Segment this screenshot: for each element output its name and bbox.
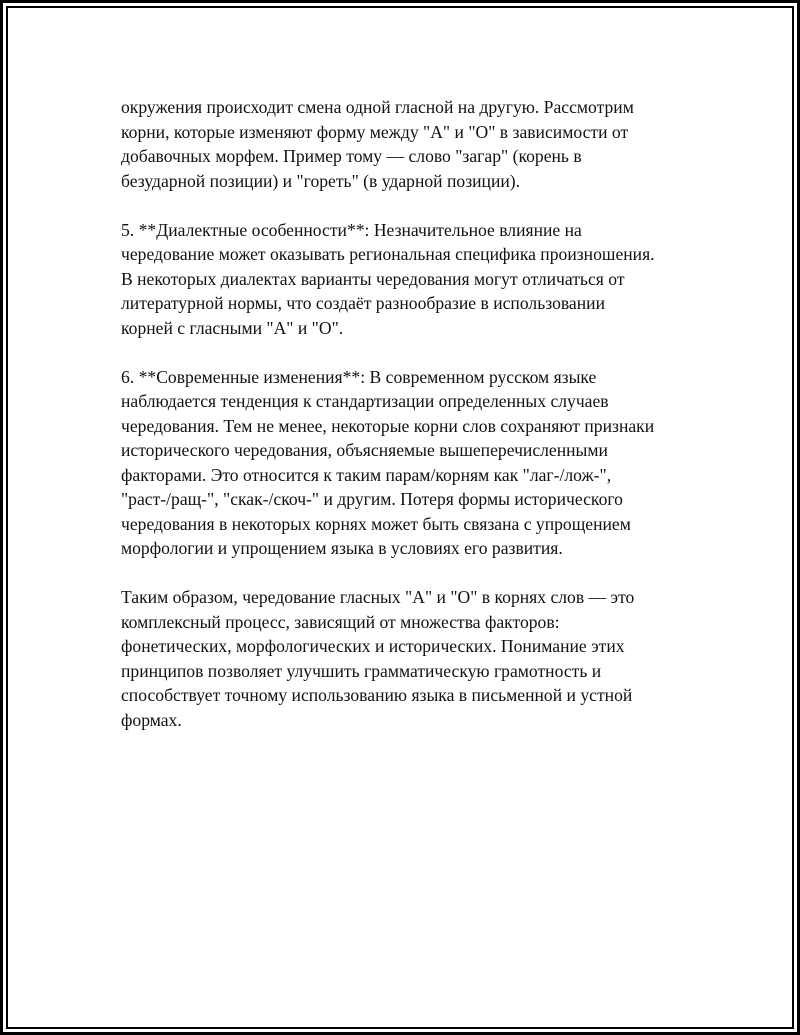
document-body — [121, 95, 701, 757]
paragraph-dialect-features: 5. **Диалектные особенности**: Незначительное влияние на чередование может оказывать региональная специфика произношения. В некоторых диалектах варианты чередования могут отличаться от литературной нормы, что создаёт разнообразие в использовании корней с гласными "А" и "О". — [121, 219, 655, 338]
paragraph-modern-changes: 6. **Современные изменения**: В современном русском языке наблюдается тенденция к стандартизации определенных случаев чередования. Тем не менее, некоторые корни слов сохраняют признаки исторического чередования, объясняемые вышеперечисленными факторами. Это относится к таким парам/корням как "лаг-/лож-", "раст-/ращ-", "скак-/скоч-" и другим. Потеря формы исторического чередования в некоторых корнях может быть связана с упрощением морфологии и упрощением языка в условиях его развития. — [121, 366, 655, 558]
paragraph-conclusion: Таким образом, чередование гласных "А" и "О" в корнях слов — это комплексный процесс, зависящий от множества факторов: фонетических, морфологических и исторических. Понимание этих принципов позволяет улучшить грамматическую грамотность и способствует точному использованию языка в письменной и устной формах. — [121, 587, 635, 730]
paragraph-phonetic-environment: окружения происходит смена одной гласной на другую. Рассмотрим корни, которые изменяют форму между "А" и "О" в зависимости от добавочных морфем. Пример тому — слово "загар" (корень в безударной позиции) и "гореть" (в ударной позиции). — [121, 97, 634, 191]
